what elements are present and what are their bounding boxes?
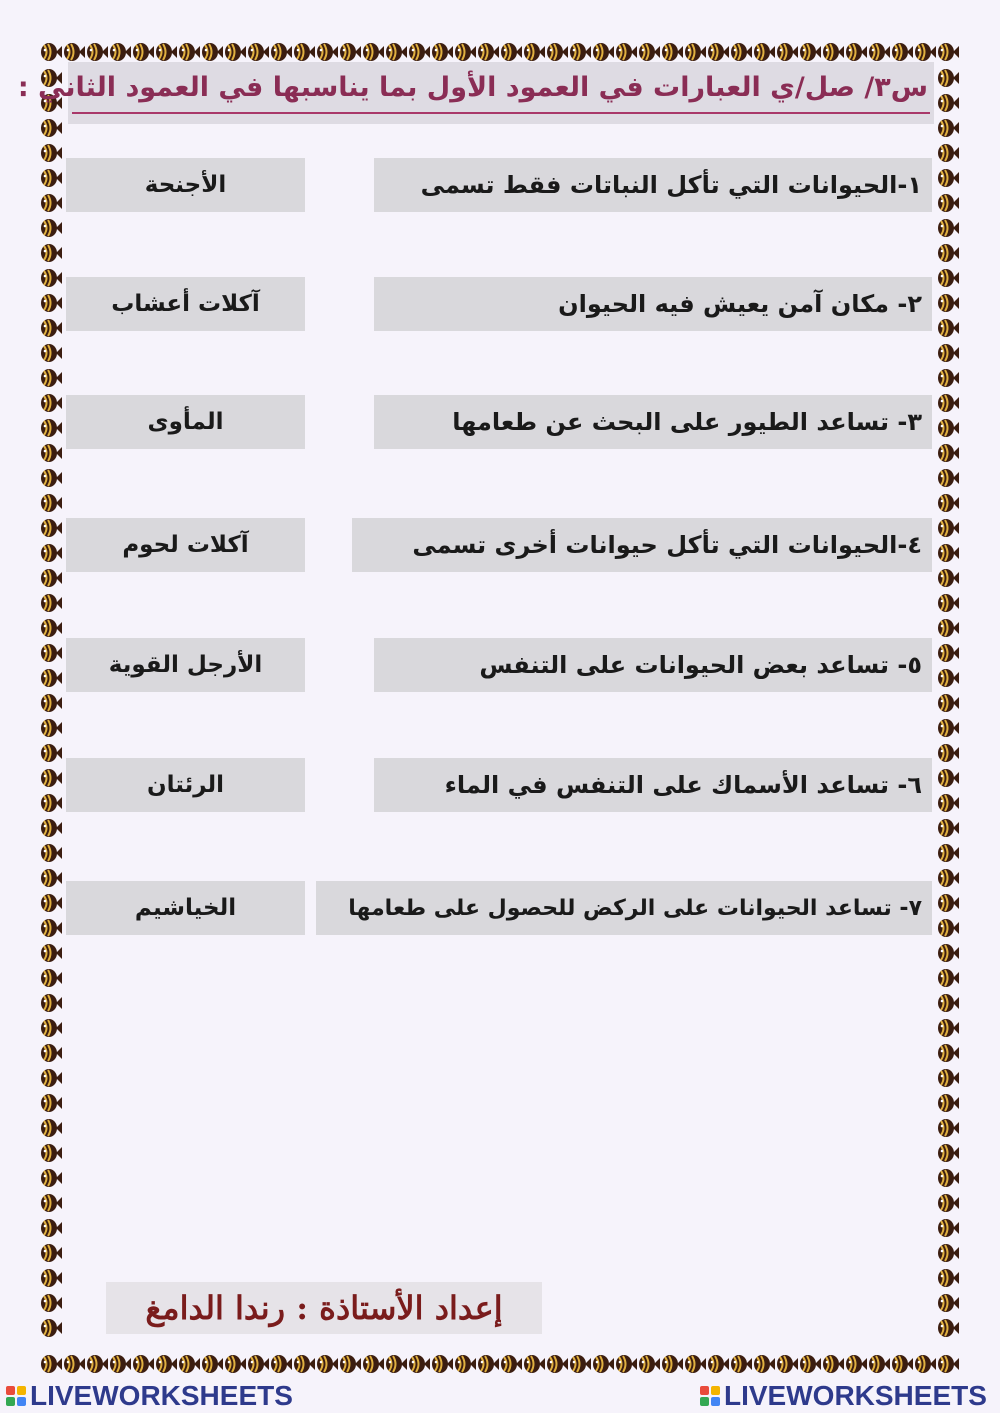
fish-icon [293,40,315,64]
fish-icon [40,916,62,940]
fish-icon [937,616,959,640]
fish-icon [362,40,384,64]
question-4: ٤-الحيوانات التي تأكل حيوانات أخرى تسمى [352,518,932,572]
fish-icon [385,1352,407,1376]
fish-icon [937,416,959,440]
fish-icon [707,40,729,64]
fish-icon [523,1352,545,1376]
fish-icon [40,1016,62,1040]
fish-icon [224,40,246,64]
fish-icon [40,616,62,640]
fish-icon [937,1066,959,1090]
fish-icon [937,141,959,165]
fish-icon [40,1041,62,1065]
fish-icon [178,1352,200,1376]
fish-icon [155,1352,177,1376]
answer-6[interactable]: الرئتان [66,758,305,812]
fish-icon [937,241,959,265]
fish-icon [937,366,959,390]
answer-7[interactable]: الخياشيم [66,881,305,935]
fish-icon [40,40,62,64]
fish-icon [293,1352,315,1376]
fish-icon [937,1266,959,1290]
fish-icon [385,40,407,64]
fish-icon [40,316,62,340]
fish-icon [40,466,62,490]
fish-icon [431,1352,453,1376]
fish-icon [868,1352,890,1376]
fish-icon [178,40,200,64]
fish-icon [500,1352,522,1376]
fish-icon [40,141,62,165]
fish-icon [937,1016,959,1040]
answer-3[interactable]: المأوى [66,395,305,449]
fish-icon [40,816,62,840]
fish-icon [40,716,62,740]
fish-icon [454,40,476,64]
fish-icon [40,191,62,215]
fish-icon [937,1291,959,1315]
fish-icon [937,566,959,590]
fish-icon [63,1352,85,1376]
fish-icon [40,1066,62,1090]
fish-icon [40,1266,62,1290]
fish-icon [40,1166,62,1190]
answer-1[interactable]: الأجنحة [66,158,305,212]
fish-icon [546,40,568,64]
fish-icon [937,341,959,365]
fish-icon [937,91,959,115]
fish-icon [638,40,660,64]
fish-icon [937,491,959,515]
fish-icon [845,1352,867,1376]
fish-icon [40,341,62,365]
fish-icon [40,366,62,390]
fish-icon [408,1352,430,1376]
fish-icon [937,466,959,490]
fish-icon [937,666,959,690]
fish-icon [86,1352,108,1376]
logo-mark-icon [700,1386,720,1406]
fish-icon [937,766,959,790]
fish-icon [776,1352,798,1376]
fish-icon [707,1352,729,1376]
fish-icon [477,40,499,64]
fish-icon [40,116,62,140]
fish-icon [937,1141,959,1165]
fish-icon [40,266,62,290]
fish-icon [40,991,62,1015]
fish-icon [40,591,62,615]
fish-icon [937,316,959,340]
fish-icon [891,40,913,64]
fish-icon [937,991,959,1015]
fish-icon [40,966,62,990]
question-7: ٧- تساعد الحيوانات على الركض للحصول على طعامها [316,881,932,935]
fish-icon [845,40,867,64]
fish-icon [937,641,959,665]
fish-icon [799,1352,821,1376]
fish-icon [937,40,959,64]
fish-icon [339,1352,361,1376]
border-left [40,66,62,1340]
fish-icon [40,866,62,890]
fish-icon [592,1352,614,1376]
fish-icon [40,891,62,915]
liveworksheets-logo-left[interactable] [6,1380,293,1412]
fish-icon [523,40,545,64]
fish-icon [684,1352,706,1376]
fish-icon [40,441,62,465]
fish-icon [408,40,430,64]
fish-icon [40,841,62,865]
fish-icon [937,291,959,315]
fish-icon [40,941,62,965]
fish-icon [937,1241,959,1265]
fish-icon [40,641,62,665]
fish-icon [937,816,959,840]
fish-icon [753,1352,775,1376]
fish-icon [224,1352,246,1376]
instruction-header [17,62,934,124]
question-6: ٦- تساعد الأسماك على التنفس في الماء [374,758,932,812]
fish-icon [868,40,890,64]
fish-icon [753,40,775,64]
fish-icon [132,1352,154,1376]
fish-icon [40,1116,62,1140]
fish-icon [569,40,591,64]
fish-icon [569,1352,591,1376]
fish-icon [40,766,62,790]
fish-icon [40,1191,62,1215]
author-credit: إعداد الأستاذة : رندا الدامغ [106,1282,542,1334]
fish-icon [822,40,844,64]
fish-icon [546,1352,568,1376]
fish-icon [592,40,614,64]
fish-icon [477,1352,499,1376]
fish-icon [937,166,959,190]
fish-icon [937,591,959,615]
fish-icon [822,1352,844,1376]
logo-right-text: LIVEWORKSHEETS [724,1380,987,1411]
liveworksheets-logo-right[interactable] [700,1380,987,1412]
fish-icon [937,916,959,940]
fish-icon [339,40,361,64]
fish-icon [40,391,62,415]
fish-icon [316,1352,338,1376]
fish-icon [937,841,959,865]
fish-icon [615,40,637,64]
fish-icon [937,1352,959,1376]
fish-icon [730,40,752,64]
answer-5[interactable]: الأرجل القوية [66,638,305,692]
question-5: ٥- تساعد بعض الحيوانات على التنفس [374,638,932,692]
fish-icon [937,966,959,990]
border-top [40,40,959,64]
answer-2[interactable]: آكلات أعشاب [66,277,305,331]
logo-mark-icon [6,1386,26,1406]
fish-icon [40,541,62,565]
fish-icon [40,1316,62,1340]
border-right [937,66,959,1340]
answer-4[interactable]: آكلات لحوم [66,518,305,572]
fish-icon [40,791,62,815]
title-underline [72,112,930,114]
fish-icon [937,441,959,465]
fish-icon [914,40,936,64]
fish-icon [201,1352,223,1376]
fish-icon [109,1352,131,1376]
fish-icon [40,1141,62,1165]
fish-icon [40,691,62,715]
fish-icon [937,691,959,715]
fish-icon [155,40,177,64]
fish-icon [937,191,959,215]
fish-icon [937,266,959,290]
fish-icon [937,866,959,890]
logo-left-text: LIVEWORKSHEETS [30,1380,293,1411]
fish-icon [40,1352,62,1376]
fish-icon [40,1216,62,1240]
fish-icon [937,791,959,815]
fish-icon [937,1041,959,1065]
fish-icon [40,216,62,240]
instruction-title: س٣/ صل/ي العبارات في العمود الأول بما يناسبها في العمود الثاني : [17,72,928,103]
fish-icon [638,1352,660,1376]
fish-icon [247,40,269,64]
fish-icon [40,491,62,515]
fish-icon [937,941,959,965]
fish-icon [40,416,62,440]
fish-icon [937,541,959,565]
fish-icon [454,1352,476,1376]
fish-icon [615,1352,637,1376]
fish-icon [201,40,223,64]
fish-icon [247,1352,269,1376]
fish-icon [937,741,959,765]
fish-icon [270,1352,292,1376]
fish-icon [684,40,706,64]
fish-icon [661,40,683,64]
fish-icon [40,516,62,540]
fish-icon [40,1291,62,1315]
fish-icon [937,1216,959,1240]
fish-icon [40,666,62,690]
fish-icon [270,40,292,64]
fish-icon [40,291,62,315]
fish-icon [316,40,338,64]
fish-icon [937,66,959,90]
fish-icon [891,1352,913,1376]
fish-icon [40,241,62,265]
fish-icon [937,1116,959,1140]
fish-icon [661,1352,683,1376]
fish-icon [937,391,959,415]
question-3: ٣- تساعد الطيور على البحث عن طعامها [374,395,932,449]
fish-icon [132,40,154,64]
fish-icon [40,1091,62,1115]
question-2: ٢- مكان آمن يعيش فيه الحيوان [374,277,932,331]
fish-icon [500,40,522,64]
fish-icon [937,216,959,240]
fish-icon [40,166,62,190]
fish-icon [937,116,959,140]
fish-icon [937,1091,959,1115]
fish-icon [362,1352,384,1376]
border-bottom [40,1352,959,1376]
fish-icon [937,716,959,740]
fish-icon [730,1352,752,1376]
fish-icon [799,40,821,64]
fish-icon [86,40,108,64]
fish-icon [776,40,798,64]
question-1: ١-الحيوانات التي تأكل النباتات فقط تسمى [374,158,932,212]
fish-icon [40,741,62,765]
fish-icon [937,1191,959,1215]
fish-icon [937,516,959,540]
fish-icon [937,891,959,915]
fish-icon [937,1166,959,1190]
fish-icon [40,566,62,590]
fish-icon [914,1352,936,1376]
fish-icon [109,40,131,64]
fish-icon [431,40,453,64]
fish-icon [63,40,85,64]
fish-icon [937,1316,959,1340]
fish-icon [40,1241,62,1265]
